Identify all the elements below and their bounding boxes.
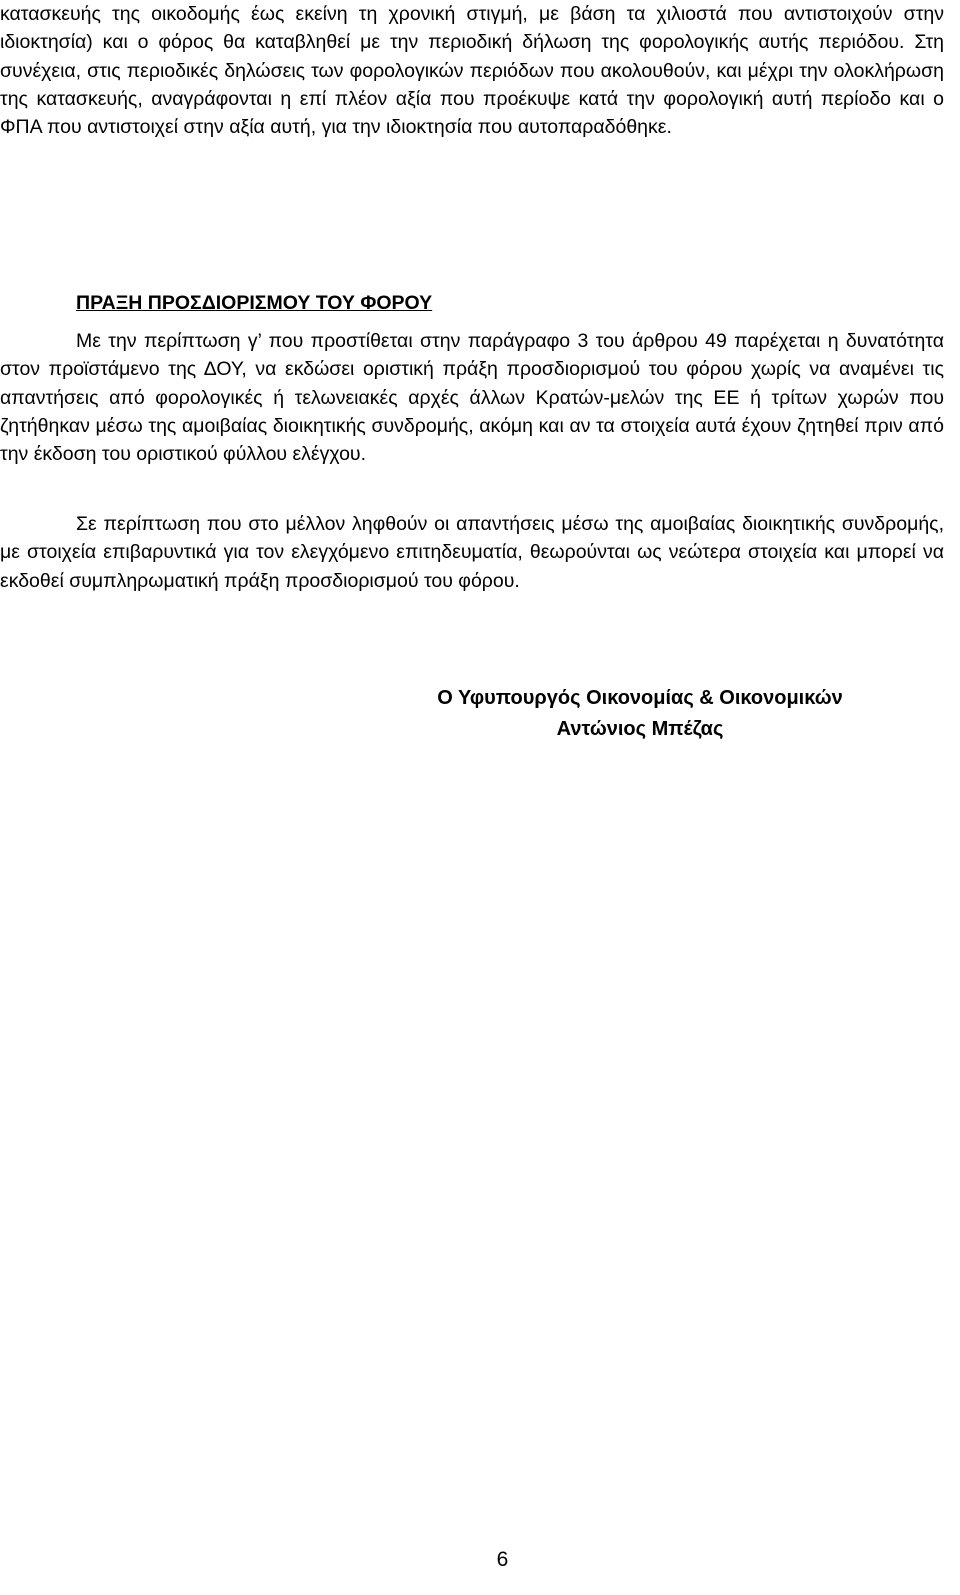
page-number: 6: [496, 1548, 509, 1571]
section-paragraph: Σε περίπτωση που στο μέλλον ληφθούν οι απαντήσεις μέσω της αμοιβαίας διοικητικής συνδρομής, με στοιχεία επιβαρυντικά για τον ελεγχόμενο επιτηδευματία, θεωρούνται ως νεώτερα στοιχεία και μπορεί να εκδοθεί συμπληρωματική πράξη προσδιορισμού του φόρου.: [0, 513, 944, 592]
signatory-title: Ο Υφυπουργός Οικονομίας & Οικονομικών: [437, 687, 843, 709]
continued-paragraph: κατασκευής της οικοδομής έως εκείνη τη χρονική στιγμή, με βάση τα χιλιοστά που αντιστοιχούν στην ιδιοκτησία) και ο φόρος θα καταβληθεί με την περιοδική δήλωση της φορολογικής αυτής περιόδου. Στη συνέχεια, στις περιοδικές δηλώσεις των φορολογικών περιόδων που ακολουθούν, και μέχρι την ολοκλήρωση της κατασκευής, αναγράφονται η επί πλέον αξία που προέκυψε κατά την φορολογική αυτή περίοδο και ο ΦΠΑ που αντιστοιχεί στην αξία αυτή, για την ιδιοκτησία που αυτοπαραδόθηκε.: [0, 3, 944, 139]
signatory-name: Αντώνιος Μπέζας: [556, 718, 724, 740]
section-heading: ΠΡΑΞΗ ΠΡΟΣΔΙΟΡΙΣΜΟΥ ΤΟΥ ΦΟΡΟΥ: [76, 292, 433, 314]
section-paragraph: Με την περίπτωση γ’ που προστίθεται στην παράγραφο 3 του άρθρου 49 παρέχεται η δυνατότητα στον προϊστάμενο της ΔΟΥ, να εκδώσει οριστική πράξη προσδιορισμού του φόρου χωρίς να αναμένει τις απαντήσεις από φορολογικές ή τελωνειακές αρχές άλλων Κρατών-μελών της ΕΕ ή τρίτων χωρών που ζητήθηκαν μέσω της αμοιβαίας διοικητικής συνδρομής, ακόμη και αν τα στοιχεία αυτά έχουν ζητηθεί πριν από την έκδοση του οριστικού φύλλου ελέγχου.: [0, 330, 944, 466]
